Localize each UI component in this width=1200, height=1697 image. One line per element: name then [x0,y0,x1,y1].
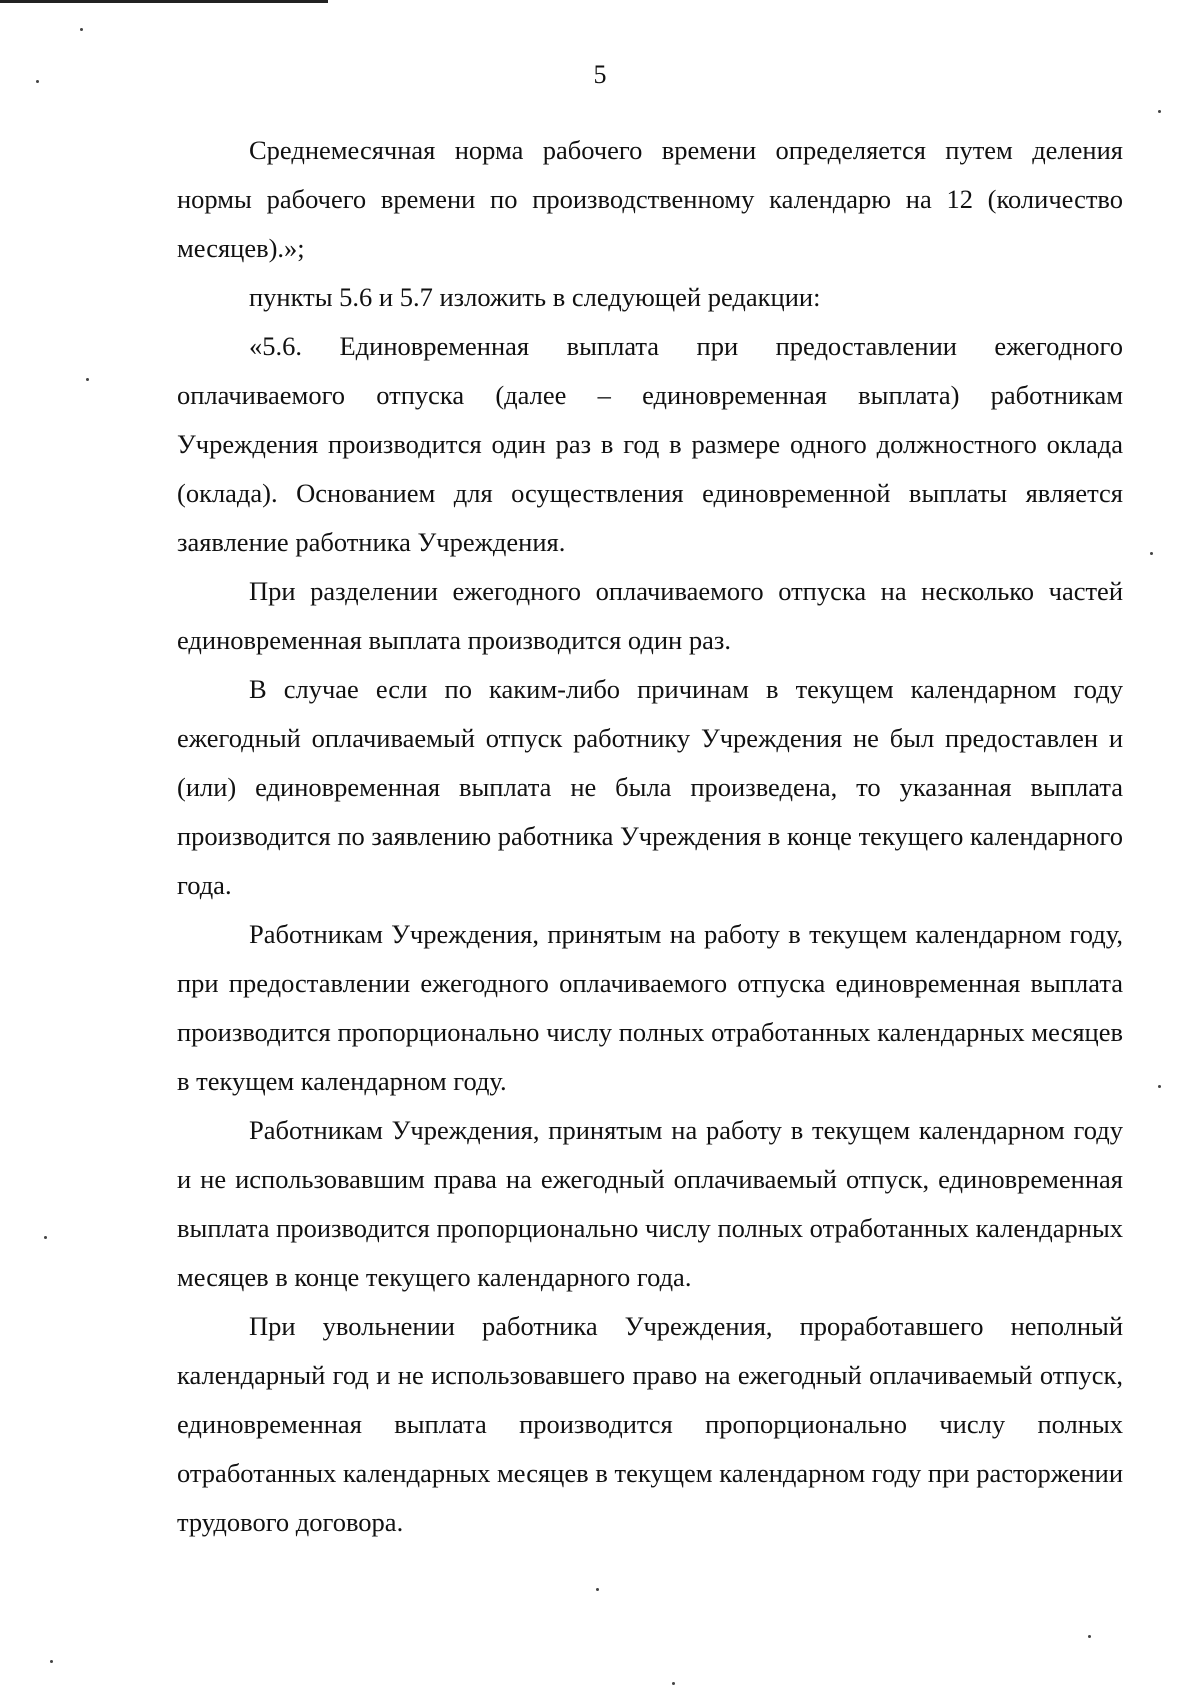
paragraph-5-6: «5.6. Единовременная выплата при предоставлении ежегодного оплачиваемого отпуска (далее – единовременная выплата) работникам Учреждения производится один раз в год в размере одного должностного оклада (оклада). Основанием для осуществления единовременной выплаты является заявление работника Учреждения. [177,331,1123,557]
paragraph-hired-current-year: Работникам Учреждения, принятым на работу в текущем календарном году, при предоставлении ежегодного оплачиваемого отпуска единовременная выплата производится пропорционально числу полных отработанных календарных месяцев в текущем календарном году. [177,919,1123,1096]
scan-speck [1150,552,1153,555]
scan-speck [1158,1085,1161,1088]
scan-speck [86,378,89,381]
page-number: 5 [593,60,607,89]
scan-speck [672,1682,675,1685]
scan-speck [1088,1635,1091,1638]
scan-speck [36,80,39,83]
scan-speck [44,1236,47,1239]
document-body [177,126,1123,1547]
paragraph-hired-unused: Работникам Учреждения, принятым на работу в текущем календарном году и не использовавшим права на ежегодный оплачиваемый отпуск, единовременная выплата производится пропорционально числу полных отработанных календарных месяцев в конце текущего календарного года. [177,1115,1123,1292]
scan-speck [50,1660,53,1663]
scan-speck [596,1588,599,1591]
paragraph-monthly-norm: Среднемесячная норма рабочего времени определяется путем деления нормы рабочего времени по производственному календарю на 12 (количество месяцев).»; [177,135,1123,263]
paragraph-dismissal: При увольнении работника Учреждения, проработавшего неполный календарный год и не использовавшего право на ежегодный оплачиваемый отпуск, единовременная выплата производится пропорционально числу полных отработанных календарных месяцев в текущем календарном году при расторжении трудового договора. [177,1311,1123,1537]
paragraph-not-granted: В случае если по каким-либо причинам в текущем календарном году ежегодный оплачиваемый отпуск работнику Учреждения не был предоставлен и (или) единовременная выплата не была произведена, то указанная выплата производится по заявлению работника Учреждения в конце текущего календарного года. [177,674,1123,900]
paragraph-items-intro: пункты 5.6 и 5.7 изложить в следующей редакции: [249,282,821,312]
paragraph-vacation-parts: При разделении ежегодного оплачиваемого отпуска на несколько частей единовременная выплата производится один раз. [177,576,1123,655]
scan-speck [1158,110,1161,113]
scan-speck [80,28,83,31]
scan-edge-line [0,0,328,3]
